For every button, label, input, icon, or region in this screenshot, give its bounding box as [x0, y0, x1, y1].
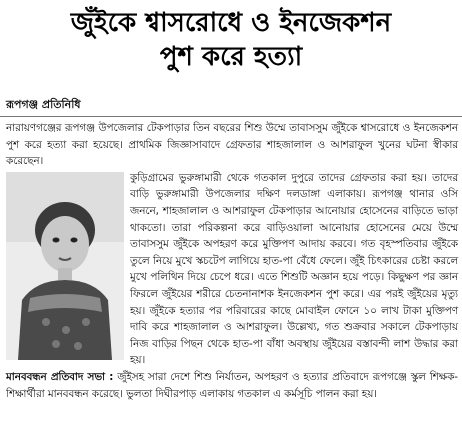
body-paragraph-2-text: জুঁইসহ সারা দেশে শিশু নির্যাতন, অপহরণ ও হত্যার প্রতিবাদে রূপগঞ্জে স্কুল শিক্ষক-শিক্ষার্থীরা মানববন্ধন করেছে। ভুলতা দিঘীরপাড় এলাকায় গতকাল এ কর্মসূচি পালন করা হয়। [6, 370, 458, 400]
article-body [6, 120, 458, 402]
byline: রূপগঞ্জ প্রতিনিধি [6, 98, 81, 111]
headline-line-2: পুশ করে হত্যা [159, 42, 303, 72]
headline [0, 6, 462, 74]
intro-paragraph: নারায়ণগঞ্জের রূপগঞ্জ উপজেলার টেকপাড়ার তিন বছরের শিশু উম্মে তাবাসসুম জুঁইকে শ্বাসরোধে ও ইনজেকশন পুশ করে হত্যা করা হয়েছে। প্রাথমিক জিজ্ঞাসাবাদে গ্রেফতার শাহজালাল ও আশরাফুল খুনের ঘটনা স্বীকার করেছেন। [6, 122, 458, 168]
photo-wrap [6, 170, 458, 369]
body-paragraph-1: কুড়িগ্রামের ভুরুঙ্গামারী থেকে গতকাল দুপুরে তাদের গ্রেফতার করা হয়। তাদের বাড়ি ভুরুঙ্গামারী উপজেলার দক্ষিণ দলডাঙ্গা এলাকায়। রূপগঞ্জ থানার ওসি জননে, শাহজালাল ও আশরাফুল টেকপাড়ার আনোয়ার হোসেনের বাড়িতে ভাড়া থাকতো। তারা পরিকল্পনা করে বাড়িওয়ালা আনোয়ার হোসেনের মেয়ে উম্মে তাবাসসুম জুঁইকে অপহরণ করে মুক্তিপণ আদায় করবে। গত বৃহস্পতিবার জুঁইকে তুলে নিয়ে মুখে স্কচটেপ লাগিয়ে হাত-পা বেঁধে ফেলে। জুঁই চিৎকারের চেষ্টা করলে মুখে পলিথিন দিয়ে চেপে ধরে। এতে শিশুটি অজ্ঞান হয়ে পড়ে। কিছুক্ষণ পর জ্ঞান ফিরলে জুঁইয়ের শরীরে চেতনানাশক ইনজেকশন পুশ করে। এর পরই জুঁইয়ের মৃত্যু হয়। জুঁইকে হত্যার পর পরিবারের কাছে মোবাইল ফোনে ১০ লাখ টাকা মুক্তিপণ দাবি করে শাহজালাল ও আশরাফুল। উল্লেখ্য, গত শুক্রবার সকালে টেকপাড়ায় নিজ বাড়ির পিছন থেকে হাত-পা বাঁধা অবস্থায় জুঁইয়ের বস্তাবন্দী লাশ উদ্ধার করা হয়। [130, 171, 458, 367]
body-paragraph-2 [6, 369, 458, 402]
subhead-protest: মানববন্ধন প্রতিবাদ সভা : [6, 370, 114, 383]
headline-line-1: জুঁইকে শ্বাসরোধে ও ইনজেকশন [70, 8, 392, 38]
divider [0, 116, 462, 117]
child-photo [6, 172, 124, 360]
child-portrait-image [6, 172, 124, 360]
